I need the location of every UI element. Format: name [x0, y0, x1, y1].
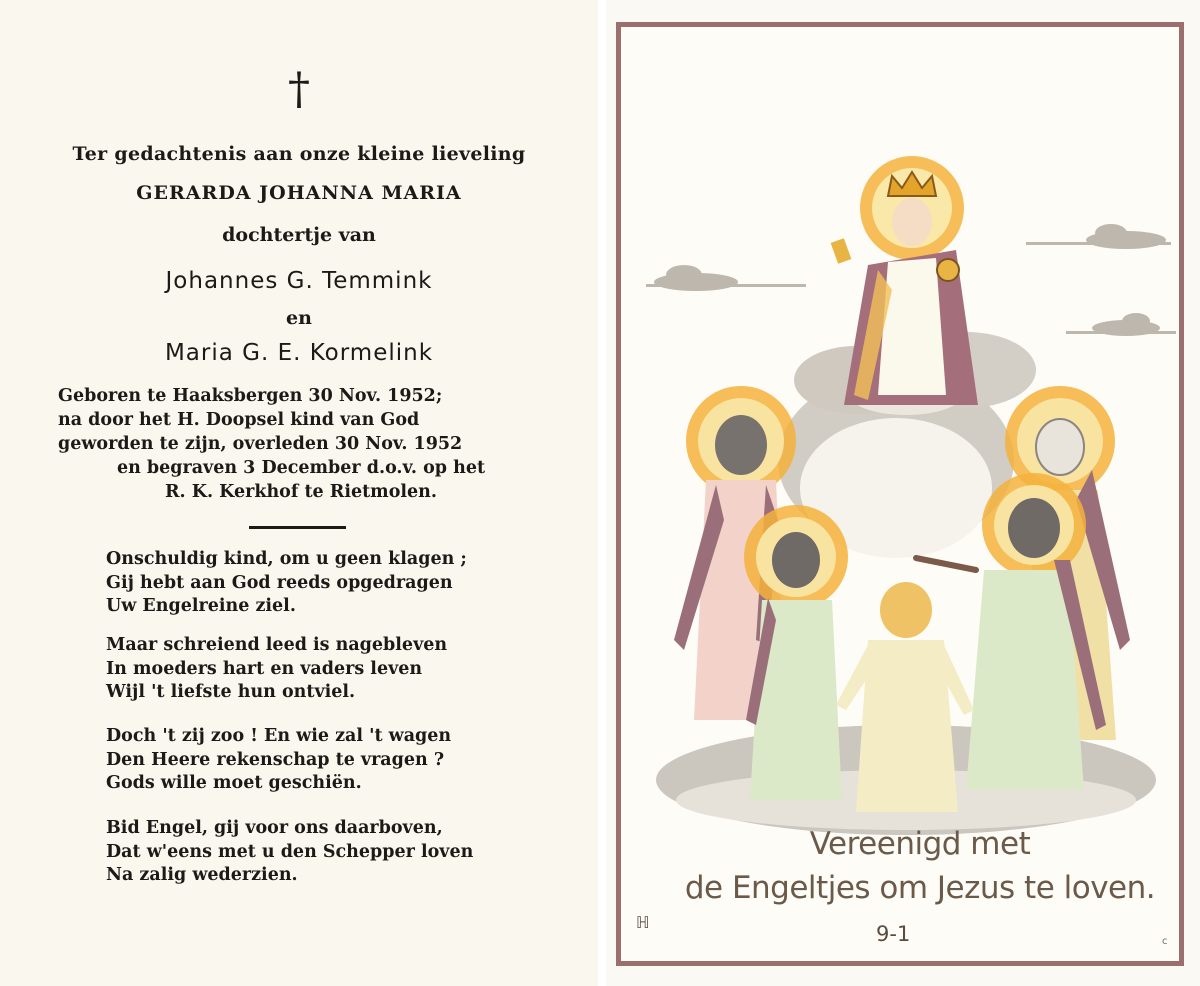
poem-stanza	[106, 634, 556, 705]
christ-child-figure	[831, 156, 978, 405]
poem-stanza	[106, 548, 556, 619]
deceased-name: GERARDA JOHANNA MARIA	[136, 182, 462, 204]
poem-line: Wijl 't liefste hun ontviel.	[106, 682, 356, 702]
poem-stanza	[106, 817, 556, 888]
caption-line-1: Vereenigd met	[809, 826, 1031, 862]
bio-line: R. K. Kerkhof te Rietmolen.	[165, 482, 437, 502]
bio-line: geworden te zijn, overleden 30 Nov. 1952	[58, 434, 463, 454]
poem-line: Dat w'eens met u den Schepper loven	[106, 841, 474, 862]
bio-line: Geboren te Haaksbergen 30 Nov. 1952;	[58, 386, 443, 406]
angel-figure	[744, 505, 848, 800]
poem-line: Onschuldig kind, om u geen klagen ;	[106, 549, 467, 569]
poem-line: Uw Engelreine ziel.	[106, 596, 296, 616]
poem-line: Maar schreiend leed is nagebleven	[106, 635, 448, 655]
poem-line: Doch 't zij zoo ! En wie zal 't wagen	[106, 726, 452, 746]
divider	[249, 526, 346, 529]
poem-stanza	[106, 725, 556, 796]
relation-line: dochtertje van	[222, 224, 376, 246]
poem-line: Gods wille moet geschiën.	[106, 773, 362, 793]
biography	[58, 384, 544, 504]
bio-line: en begraven 3 December d.o.v. op het	[116, 458, 486, 478]
artist-monogram-icon: ℍ	[636, 913, 650, 932]
card-text-panel	[0, 0, 598, 986]
card-picture-panel	[606, 0, 1200, 986]
father-name: Johannes G. Temmink	[165, 268, 433, 294]
mother-name: Maria G. E. Kormelink	[164, 340, 434, 366]
poem-line: Bid Engel, gij voor ons daarboven,	[106, 818, 443, 838]
corner-mark: c	[1162, 936, 1168, 947]
cross-icon: †	[288, 64, 310, 115]
conjunction: en	[286, 307, 312, 329]
bio-line: na door het H. Doopsel kind van God	[58, 410, 420, 430]
poem-line: Na zalig wederzien.	[106, 865, 298, 885]
poem-line: Gij hebt aan God reeds opgedragen	[106, 572, 453, 593]
poem-line: In moeders hart en vaders leven	[106, 658, 423, 679]
poem-line: Den Heere rekenschap te vragen ?	[106, 749, 445, 770]
intro-line: Ter gedachtenis aan onze kleine lieveling	[72, 143, 526, 165]
card-fold	[598, 0, 606, 986]
caption-line-2: de Engeltjes om Jezus te loven.	[684, 870, 1156, 906]
card-code: 9-1	[876, 922, 911, 946]
